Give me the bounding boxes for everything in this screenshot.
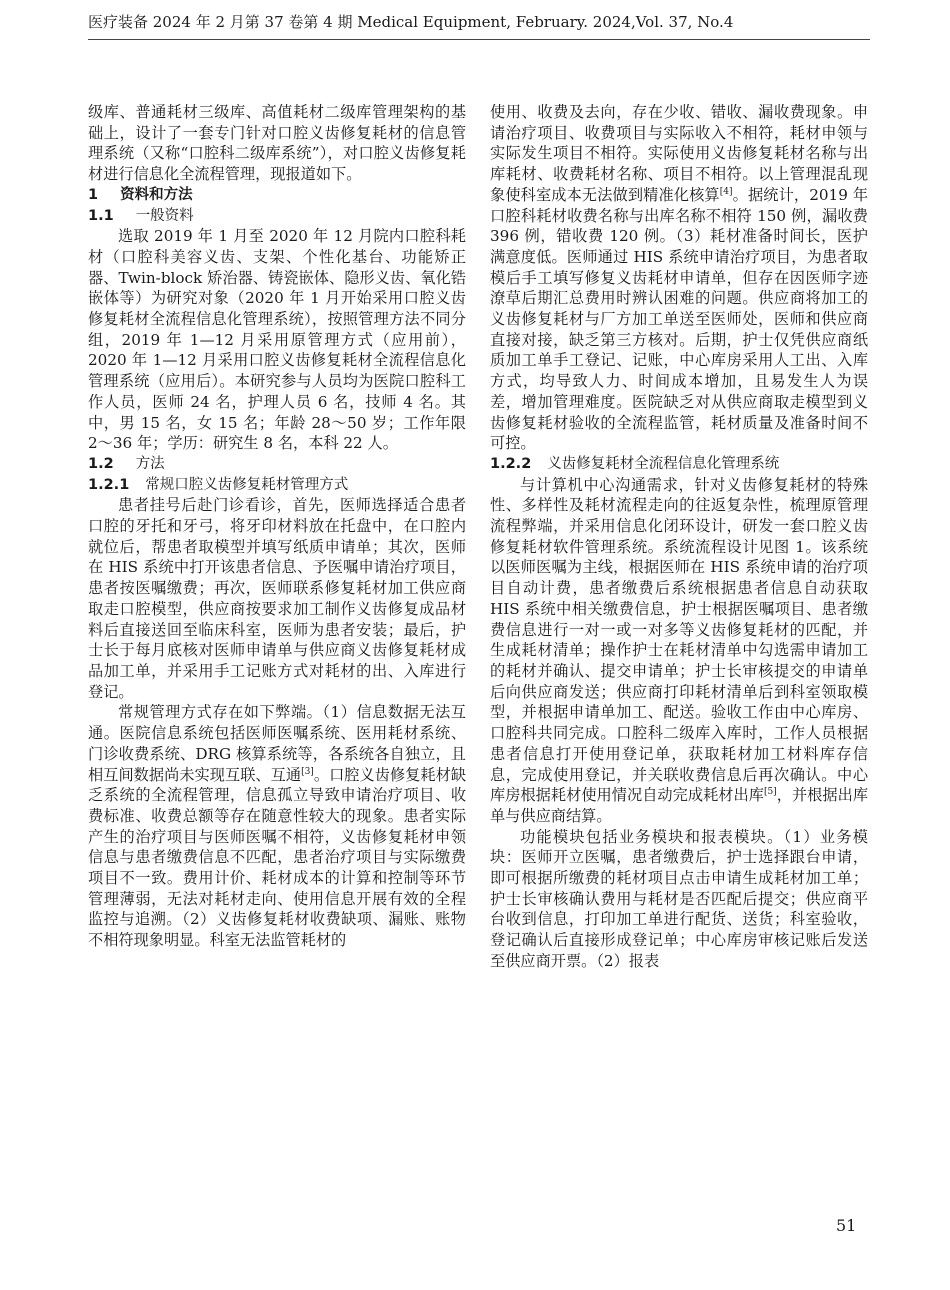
system-text-b: ，并根据出库单与供应商结算。	[490, 786, 868, 825]
section-title: 常规口腔义齿修复耗材管理方式	[145, 476, 349, 493]
section-number: 1.2.2	[490, 455, 532, 472]
section-number: 1.2.1	[88, 476, 130, 493]
section-heading-1-2	[88, 454, 466, 475]
section-title: 义齿修复耗材全流程信息化管理系统	[547, 455, 780, 472]
system-paragraph	[490, 475, 868, 827]
continued-paragraph	[490, 102, 868, 454]
citation-ref: [4]	[719, 186, 733, 197]
section-title: 一般资料	[135, 207, 194, 224]
section-heading-1-2-1	[88, 475, 466, 496]
routine-management-paragraph: 患者挂号后赴门诊看诊，首先，医师选择适合患者口腔的牙托和牙弓，将牙印材料放在托盘中，在口腔内就位后，帮患者取模型并填写纸质申请单；其次，医师在 HIS 系统中打开该患者信息、予医嘱申请治疗项目，患者按医嘱缴费；再次，医师联系修复耗材加工供应商取走口腔模型，供应商按要求加工制作义齿修复成品材料后直接送回至临床科室，医师为患者安装；最后，护士长于每月底核对医师申请单与供应商义齿修复耗材成品加工单，并采用手工记账方式对耗材的出、入库进行登记。	[88, 496, 466, 701]
running-header: 医疗装备 2024 年 2 月第 37 卷第 4 期 Medical Equipment, February. 2024,Vol. 37, No.4	[88, 13, 734, 31]
citation-ref: [3]	[301, 766, 314, 777]
section-heading-1	[88, 185, 466, 206]
left-column	[88, 102, 466, 951]
section-title: 资料和方法	[120, 186, 193, 203]
drawbacks-text-a: 常规管理方式存在如下弊端。（1）信息数据无法互通。医院信息系统包括医师医嘱系统、医用耗材系统、门诊收费系统、DRG 核算系统等，各系统各自独立，且相互间数据尚未实现互联、互通	[88, 703, 466, 784]
continued-text-b: 。据统计，2019 年口腔科耗材收费名称与出库名称不相符 150 例，漏收费 396 例，错收费 120 例。（3）耗材准备时间长，医护满意度低。医师通过 HIS 系统申请治疗项目，为患者取模后手工填写修复义齿耗材申请单，但存在因医师字迹潦草后期汇总费用时辨认困难的问题。供应商将加工的义齿修复耗材与厂方加工单送至医师处，医师和供应商直接对接，缺乏第三方核对。后期，护士仅凭供应商纸质加工单手工登记、记账，中心库房采用人工出、入库方式，均导致人力、时间成本增加，且易发生人为误差，增加管理难度。医院缺乏对从供应商取走模型到义齿修复耗材验收的全流程监管，耗材质量及准备时间不可控。	[490, 185, 869, 453]
modules-paragraph: 功能模块包括业务模块和报表模块。（1）业务模块：医师开立医嘱，患者缴费后，护士选择跟台申请，即可根据所缴费的耗材项目点击申请生成耗材加工单；护士长审核确认费用与耗材是否匹配后提交；供应商平台收到信息，打印加工单进行配货、送货；科室验收，登记确认后直接形成登记单；中心库房审核记账后发送至供应商开票。（2）报表	[490, 827, 868, 970]
section-number: 1.2	[88, 455, 114, 472]
section-number: 1.1	[88, 207, 114, 224]
continued-text-a: 使用、收费及去向，存在少收、错收、漏收费现象。申请治疗项目、收费项目与实际收入不相符，耗材申领与实际发生项目不相符。实际使用义齿修复耗材名称与出库耗材、收费耗材名称、项目不相符。以上管理混乱现象使科室成本无法做到精准化核算	[490, 103, 868, 204]
intro-paragraph: 级库、普通耗材三级库、高值耗材二级库管理架构的基础上，设计了一套专门针对口腔义齿修复耗材的信息管理系统（又称“口腔科二级库系统”），对口腔义齿修复耗材进行信息化全流程管理，现报道如下。	[88, 103, 466, 184]
right-column	[490, 102, 868, 972]
header-rule	[88, 39, 870, 40]
drawbacks-text-b: 。口腔义齿修复耗材缺乏系统的全流程管理，信息孤立导致申请治疗项目、收费标准、收费总额等存在随意性较大的现象。患者实际产生的治疗项目与医师医嘱不相符，义齿修复耗材申领信息与患者缴费信息不匹配，患者治疗项目与实际缴费项目不一致。费用计价、耗材成本的计算和控制等环节管理薄弱，无法对耗材走向、使用信息开展有效的全程监控与追溯。（2）义齿修复耗材收费缺项、漏账、账物不相符现象明显。科室无法监管耗材的	[88, 765, 466, 950]
system-text-a: 与计算机中心沟通需求，针对义齿修复耗材的特殊性、多样性及耗材流程走向的往返复杂性，梳理原管理流程弊端，并采用信息化闭环设计，研发一套口腔义齿修复耗材软件管理系统。系统流程设计见图 1。该系统以医师医嘱为主线，根据医师在 HIS 系统申请的治疗项目自动计费，患者缴费后系统根据患者信息自动获取 HIS 系统中相关缴费信息，护士根据医嘱项目、患者缴费信息进行一对一或一对多等义齿修复耗材的匹配，并生成耗材清单；操作护士在耗材清单中勾选需申请加工的耗材并确认、提交申请单；护士长审核提交的申请单后向供应商发送；供应商打印耗材清单后到科室领取模型，并根据申请单加工、配送。验收工作由中心库房、口腔科共同完成。口腔科二级库入库时，工作人员根据患者信息打开使用登记单，获取耗材加工材料库存信息，完成使用登记，并关联收费信息后再次确认。中心库房根据耗材使用情况自动完成耗材出库	[490, 475, 868, 805]
section-heading-1-2-2	[490, 454, 868, 475]
section-title: 方法	[135, 455, 165, 472]
citation-ref: [5]	[763, 787, 777, 798]
section-heading-1-1	[88, 206, 466, 227]
section-number: 1	[88, 186, 99, 203]
general-info-paragraph: 选取 2019 年 1 月至 2020 年 12 月院内口腔科耗材（口腔科美容义齿、支架、个性化基台、功能矫正器、Twin-block 矫治器、铸瓷嵌体、隐形义齿、氧化锆嵌体等）为研究对象（2020 年 1 月开始采用口腔义齿修复耗材全流程信息化管理系统），按照管理方法不同分组，2019 年 1—12 月采用原管理方式（应用前），2020 年 1—12 月采用口腔义齿修复耗材全流程信息化管理系统（应用后）。本研究参与人员均为医院口腔科工作人员，医师 24 名，护理人员 6 名，技师 4 名。其中，男 15 名，女 15 名；年龄 28～50 岁；工作年限 2～36 年；学历：研究生 8 名，本科 22 人。	[88, 227, 466, 453]
drawbacks-paragraph	[88, 702, 466, 950]
page-number: 51	[836, 1216, 857, 1235]
